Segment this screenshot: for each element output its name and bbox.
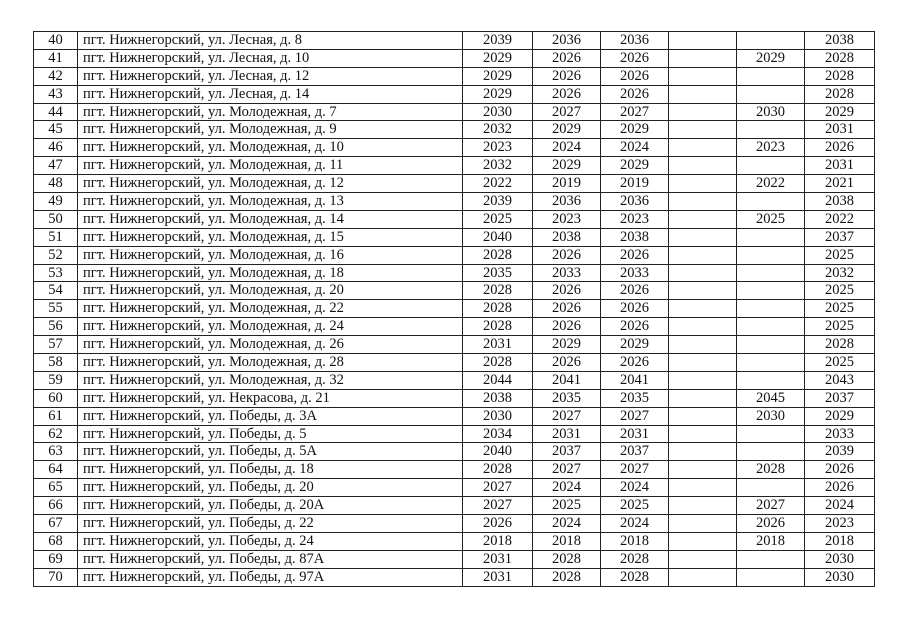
- address-cell: пгт. Нижнегорский, ул. Молодежная, д. 18: [78, 264, 463, 282]
- row-number-cell: 52: [34, 246, 78, 264]
- row-number-cell: 63: [34, 443, 78, 461]
- year-cell-2: 2018: [533, 532, 601, 550]
- year-cell-1: 2032: [463, 157, 533, 175]
- row-number-cell: 50: [34, 210, 78, 228]
- year-cell-6: 2028: [805, 336, 875, 354]
- year-cell-3: 2038: [601, 228, 669, 246]
- year-cell-4: [669, 407, 737, 425]
- table-row: [34, 49, 875, 67]
- year-cell-1: 2029: [463, 49, 533, 67]
- year-cell-1: 2032: [463, 121, 533, 139]
- year-cell-1: 2022: [463, 175, 533, 193]
- year-cell-2: 2027: [533, 407, 601, 425]
- table-row: [34, 32, 875, 50]
- table-row: [34, 461, 875, 479]
- row-number-cell: 66: [34, 497, 78, 515]
- year-cell-4: [669, 103, 737, 121]
- housing-schedule-table: [33, 31, 875, 587]
- year-cell-4: [669, 479, 737, 497]
- year-cell-5: 2045: [737, 389, 805, 407]
- year-cell-2: 2029: [533, 336, 601, 354]
- address-cell: пгт. Нижнегорский, ул. Победы, д. 20А: [78, 497, 463, 515]
- address-cell: пгт. Нижнегорский, ул. Лесная, д. 12: [78, 67, 463, 85]
- year-cell-3: 2026: [601, 318, 669, 336]
- year-cell-6: 2043: [805, 371, 875, 389]
- year-cell-5: 2030: [737, 407, 805, 425]
- year-cell-3: 2027: [601, 407, 669, 425]
- year-cell-1: 2029: [463, 85, 533, 103]
- year-cell-5: [737, 264, 805, 282]
- year-cell-6: 2029: [805, 103, 875, 121]
- year-cell-3: 2027: [601, 103, 669, 121]
- year-cell-3: 2026: [601, 282, 669, 300]
- table-row: [34, 121, 875, 139]
- year-cell-1: 2040: [463, 228, 533, 246]
- year-cell-3: 2033: [601, 264, 669, 282]
- year-cell-3: 2036: [601, 32, 669, 50]
- table-row: [34, 175, 875, 193]
- year-cell-3: 2037: [601, 443, 669, 461]
- year-cell-2: 2026: [533, 318, 601, 336]
- year-cell-1: 2039: [463, 193, 533, 211]
- address-cell: пгт. Нижнегорский, ул. Молодежная, д. 24: [78, 318, 463, 336]
- year-cell-4: [669, 318, 737, 336]
- row-number-cell: 43: [34, 85, 78, 103]
- year-cell-2: 2027: [533, 461, 601, 479]
- year-cell-5: [737, 246, 805, 264]
- year-cell-5: [737, 425, 805, 443]
- table-row: [34, 300, 875, 318]
- year-cell-3: 2026: [601, 85, 669, 103]
- year-cell-5: [737, 336, 805, 354]
- address-cell: пгт. Нижнегорский, ул. Молодежная, д. 11: [78, 157, 463, 175]
- year-cell-6: 2026: [805, 479, 875, 497]
- year-cell-5: [737, 300, 805, 318]
- address-cell: пгт. Нижнегорский, ул. Победы, д. 97А: [78, 568, 463, 586]
- year-cell-1: 2028: [463, 300, 533, 318]
- year-cell-1: 2028: [463, 318, 533, 336]
- year-cell-6: 2021: [805, 175, 875, 193]
- year-cell-3: 2026: [601, 246, 669, 264]
- year-cell-4: [669, 532, 737, 550]
- year-cell-2: 2026: [533, 49, 601, 67]
- year-cell-2: 2035: [533, 389, 601, 407]
- year-cell-4: [669, 175, 737, 193]
- year-cell-6: 2028: [805, 49, 875, 67]
- year-cell-5: [737, 550, 805, 568]
- year-cell-5: 2023: [737, 139, 805, 157]
- year-cell-6: 2025: [805, 354, 875, 372]
- table-row: [34, 371, 875, 389]
- address-cell: пгт. Нижнегорский, ул. Молодежная, д. 32: [78, 371, 463, 389]
- year-cell-3: 2019: [601, 175, 669, 193]
- row-number-cell: 59: [34, 371, 78, 389]
- year-cell-3: 2035: [601, 389, 669, 407]
- table-row: [34, 532, 875, 550]
- table-row: [34, 139, 875, 157]
- year-cell-5: [737, 371, 805, 389]
- address-cell: пгт. Нижнегорский, ул. Победы, д. 24: [78, 532, 463, 550]
- year-cell-3: 2026: [601, 300, 669, 318]
- table-row: [34, 550, 875, 568]
- year-cell-5: [737, 121, 805, 139]
- year-cell-1: 2030: [463, 407, 533, 425]
- address-cell: пгт. Нижнегорский, ул. Молодежная, д. 9: [78, 121, 463, 139]
- table-row: [34, 282, 875, 300]
- address-cell: пгт. Нижнегорский, ул. Молодежная, д. 26: [78, 336, 463, 354]
- year-cell-4: [669, 389, 737, 407]
- table-row: [34, 67, 875, 85]
- year-cell-4: [669, 139, 737, 157]
- year-cell-4: [669, 515, 737, 533]
- year-cell-2: 2036: [533, 32, 601, 50]
- year-cell-3: 2026: [601, 67, 669, 85]
- year-cell-3: 2028: [601, 550, 669, 568]
- year-cell-5: 2030: [737, 103, 805, 121]
- year-cell-4: [669, 354, 737, 372]
- year-cell-3: 2024: [601, 479, 669, 497]
- year-cell-1: 2028: [463, 461, 533, 479]
- year-cell-4: [669, 32, 737, 50]
- row-number-cell: 61: [34, 407, 78, 425]
- year-cell-6: 2018: [805, 532, 875, 550]
- address-cell: пгт. Нижнегорский, ул. Некрасова, д. 21: [78, 389, 463, 407]
- year-cell-4: [669, 425, 737, 443]
- year-cell-2: 2023: [533, 210, 601, 228]
- table-row: [34, 246, 875, 264]
- row-number-cell: 44: [34, 103, 78, 121]
- year-cell-6: 2026: [805, 461, 875, 479]
- year-cell-4: [669, 49, 737, 67]
- table-row: [34, 443, 875, 461]
- year-cell-6: 2031: [805, 121, 875, 139]
- table-row: [34, 193, 875, 211]
- year-cell-5: [737, 85, 805, 103]
- year-cell-6: 2030: [805, 550, 875, 568]
- year-cell-3: 2041: [601, 371, 669, 389]
- address-cell: пгт. Нижнегорский, ул. Победы, д. 87А: [78, 550, 463, 568]
- year-cell-1: 2029: [463, 67, 533, 85]
- year-cell-3: 2029: [601, 121, 669, 139]
- year-cell-2: 2028: [533, 568, 601, 586]
- year-cell-1: 2028: [463, 354, 533, 372]
- row-number-cell: 47: [34, 157, 78, 175]
- table-row: [34, 157, 875, 175]
- address-cell: пгт. Нижнегорский, ул. Молодежная, д. 7: [78, 103, 463, 121]
- year-cell-3: 2031: [601, 425, 669, 443]
- year-cell-2: 2024: [533, 139, 601, 157]
- year-cell-6: 2028: [805, 67, 875, 85]
- year-cell-2: 2026: [533, 85, 601, 103]
- year-cell-1: 2025: [463, 210, 533, 228]
- year-cell-2: 2041: [533, 371, 601, 389]
- row-number-cell: 54: [34, 282, 78, 300]
- year-cell-2: 2024: [533, 515, 601, 533]
- address-cell: пгт. Нижнегорский, ул. Победы, д. 22: [78, 515, 463, 533]
- year-cell-5: [737, 193, 805, 211]
- address-cell: пгт. Нижнегорский, ул. Молодежная, д. 16: [78, 246, 463, 264]
- address-cell: пгт. Нижнегорский, ул. Молодежная, д. 12: [78, 175, 463, 193]
- year-cell-3: 2029: [601, 157, 669, 175]
- year-cell-1: 2031: [463, 550, 533, 568]
- table-row: [34, 336, 875, 354]
- year-cell-2: 2019: [533, 175, 601, 193]
- address-cell: пгт. Нижнегорский, ул. Молодежная, д. 14: [78, 210, 463, 228]
- year-cell-2: 2038: [533, 228, 601, 246]
- year-cell-2: 2026: [533, 246, 601, 264]
- year-cell-1: 2031: [463, 336, 533, 354]
- table-row: [34, 264, 875, 282]
- row-number-cell: 58: [34, 354, 78, 372]
- row-number-cell: 65: [34, 479, 78, 497]
- year-cell-6: 2038: [805, 32, 875, 50]
- table-row: [34, 497, 875, 515]
- year-cell-6: 2025: [805, 282, 875, 300]
- year-cell-2: 2026: [533, 282, 601, 300]
- year-cell-2: 2026: [533, 300, 601, 318]
- address-cell: пгт. Нижнегорский, ул. Лесная, д. 8: [78, 32, 463, 50]
- year-cell-6: 2024: [805, 497, 875, 515]
- year-cell-2: 2026: [533, 354, 601, 372]
- row-number-cell: 42: [34, 67, 78, 85]
- year-cell-1: 2040: [463, 443, 533, 461]
- year-cell-3: 2026: [601, 354, 669, 372]
- address-cell: пгт. Нижнегорский, ул. Победы, д. 20: [78, 479, 463, 497]
- year-cell-3: 2023: [601, 210, 669, 228]
- table-row: [34, 425, 875, 443]
- year-cell-5: 2022: [737, 175, 805, 193]
- table-body: [34, 32, 875, 587]
- year-cell-5: [737, 32, 805, 50]
- table-row: [34, 389, 875, 407]
- year-cell-2: 2028: [533, 550, 601, 568]
- row-number-cell: 57: [34, 336, 78, 354]
- table-row: [34, 103, 875, 121]
- row-number-cell: 69: [34, 550, 78, 568]
- year-cell-3: 2027: [601, 461, 669, 479]
- year-cell-5: [737, 568, 805, 586]
- year-cell-1: 2026: [463, 515, 533, 533]
- year-cell-3: 2024: [601, 139, 669, 157]
- year-cell-3: 2026: [601, 49, 669, 67]
- row-number-cell: 68: [34, 532, 78, 550]
- address-cell: пгт. Нижнегорский, ул. Лесная, д. 10: [78, 49, 463, 67]
- year-cell-6: 2033: [805, 425, 875, 443]
- year-cell-4: [669, 497, 737, 515]
- table-row: [34, 228, 875, 246]
- table-row: [34, 354, 875, 372]
- row-number-cell: 41: [34, 49, 78, 67]
- row-number-cell: 67: [34, 515, 78, 533]
- address-cell: пгт. Нижнегорский, ул. Молодежная, д. 10: [78, 139, 463, 157]
- row-number-cell: 64: [34, 461, 78, 479]
- year-cell-4: [669, 264, 737, 282]
- year-cell-1: 2038: [463, 389, 533, 407]
- year-cell-2: 2027: [533, 103, 601, 121]
- year-cell-2: 2036: [533, 193, 601, 211]
- year-cell-2: 2024: [533, 479, 601, 497]
- year-cell-4: [669, 371, 737, 389]
- year-cell-4: [669, 210, 737, 228]
- row-number-cell: 49: [34, 193, 78, 211]
- year-cell-2: 2029: [533, 121, 601, 139]
- year-cell-3: 2028: [601, 568, 669, 586]
- year-cell-2: 2031: [533, 425, 601, 443]
- year-cell-2: 2029: [533, 157, 601, 175]
- year-cell-6: 2023: [805, 515, 875, 533]
- row-number-cell: 60: [34, 389, 78, 407]
- year-cell-6: 2029: [805, 407, 875, 425]
- row-number-cell: 40: [34, 32, 78, 50]
- row-number-cell: 62: [34, 425, 78, 443]
- address-cell: пгт. Нижнегорский, ул. Молодежная, д. 28: [78, 354, 463, 372]
- year-cell-3: 2036: [601, 193, 669, 211]
- year-cell-4: [669, 568, 737, 586]
- address-cell: пгт. Нижнегорский, ул. Победы, д. 5А: [78, 443, 463, 461]
- year-cell-5: [737, 282, 805, 300]
- address-cell: пгт. Нижнегорский, ул. Победы, д. 3А: [78, 407, 463, 425]
- year-cell-2: 2026: [533, 67, 601, 85]
- year-cell-5: 2018: [737, 532, 805, 550]
- year-cell-4: [669, 85, 737, 103]
- year-cell-1: 2039: [463, 32, 533, 50]
- year-cell-2: 2025: [533, 497, 601, 515]
- year-cell-6: 2037: [805, 228, 875, 246]
- row-number-cell: 55: [34, 300, 78, 318]
- address-cell: пгт. Нижнегорский, ул. Молодежная, д. 22: [78, 300, 463, 318]
- year-cell-1: 2030: [463, 103, 533, 121]
- year-cell-4: [669, 121, 737, 139]
- year-cell-3: 2018: [601, 532, 669, 550]
- year-cell-4: [669, 461, 737, 479]
- year-cell-5: 2027: [737, 497, 805, 515]
- year-cell-6: 2025: [805, 318, 875, 336]
- year-cell-3: 2029: [601, 336, 669, 354]
- year-cell-4: [669, 67, 737, 85]
- year-cell-4: [669, 443, 737, 461]
- year-cell-6: 2037: [805, 389, 875, 407]
- year-cell-5: [737, 354, 805, 372]
- year-cell-5: [737, 67, 805, 85]
- year-cell-5: 2028: [737, 461, 805, 479]
- year-cell-5: [737, 443, 805, 461]
- year-cell-6: 2026: [805, 139, 875, 157]
- year-cell-5: 2026: [737, 515, 805, 533]
- row-number-cell: 48: [34, 175, 78, 193]
- address-cell: пгт. Нижнегорский, ул. Молодежная, д. 15: [78, 228, 463, 246]
- year-cell-3: 2025: [601, 497, 669, 515]
- year-cell-1: 2027: [463, 479, 533, 497]
- year-cell-4: [669, 336, 737, 354]
- year-cell-1: 2034: [463, 425, 533, 443]
- table-row: [34, 407, 875, 425]
- table-row: [34, 318, 875, 336]
- year-cell-1: 2023: [463, 139, 533, 157]
- year-cell-5: [737, 157, 805, 175]
- row-number-cell: 53: [34, 264, 78, 282]
- year-cell-1: 2018: [463, 532, 533, 550]
- year-cell-5: [737, 228, 805, 246]
- year-cell-6: 2032: [805, 264, 875, 282]
- year-cell-6: 2028: [805, 85, 875, 103]
- year-cell-6: 2025: [805, 246, 875, 264]
- address-cell: пгт. Нижнегорский, ул. Молодежная, д. 13: [78, 193, 463, 211]
- year-cell-2: 2033: [533, 264, 601, 282]
- year-cell-1: 2028: [463, 246, 533, 264]
- year-cell-4: [669, 157, 737, 175]
- year-cell-5: [737, 479, 805, 497]
- row-number-cell: 51: [34, 228, 78, 246]
- year-cell-6: 2025: [805, 300, 875, 318]
- table-row: [34, 568, 875, 586]
- year-cell-6: 2031: [805, 157, 875, 175]
- address-cell: пгт. Нижнегорский, ул. Победы, д. 5: [78, 425, 463, 443]
- address-cell: пгт. Нижнегорский, ул. Молодежная, д. 20: [78, 282, 463, 300]
- table-row: [34, 85, 875, 103]
- year-cell-4: [669, 246, 737, 264]
- year-cell-1: 2027: [463, 497, 533, 515]
- table-row: [34, 515, 875, 533]
- year-cell-1: 2035: [463, 264, 533, 282]
- row-number-cell: 46: [34, 139, 78, 157]
- year-cell-4: [669, 193, 737, 211]
- year-cell-5: 2025: [737, 210, 805, 228]
- year-cell-6: 2022: [805, 210, 875, 228]
- year-cell-4: [669, 282, 737, 300]
- table-row: [34, 479, 875, 497]
- year-cell-6: 2038: [805, 193, 875, 211]
- year-cell-5: 2029: [737, 49, 805, 67]
- year-cell-1: 2028: [463, 282, 533, 300]
- address-cell: пгт. Нижнегорский, ул. Лесная, д. 14: [78, 85, 463, 103]
- year-cell-5: [737, 318, 805, 336]
- year-cell-6: 2030: [805, 568, 875, 586]
- row-number-cell: 56: [34, 318, 78, 336]
- table-row: [34, 210, 875, 228]
- year-cell-1: 2044: [463, 371, 533, 389]
- year-cell-6: 2039: [805, 443, 875, 461]
- year-cell-4: [669, 550, 737, 568]
- address-cell: пгт. Нижнегорский, ул. Победы, д. 18: [78, 461, 463, 479]
- row-number-cell: 70: [34, 568, 78, 586]
- year-cell-4: [669, 228, 737, 246]
- row-number-cell: 45: [34, 121, 78, 139]
- year-cell-1: 2031: [463, 568, 533, 586]
- year-cell-2: 2037: [533, 443, 601, 461]
- year-cell-3: 2024: [601, 515, 669, 533]
- year-cell-4: [669, 300, 737, 318]
